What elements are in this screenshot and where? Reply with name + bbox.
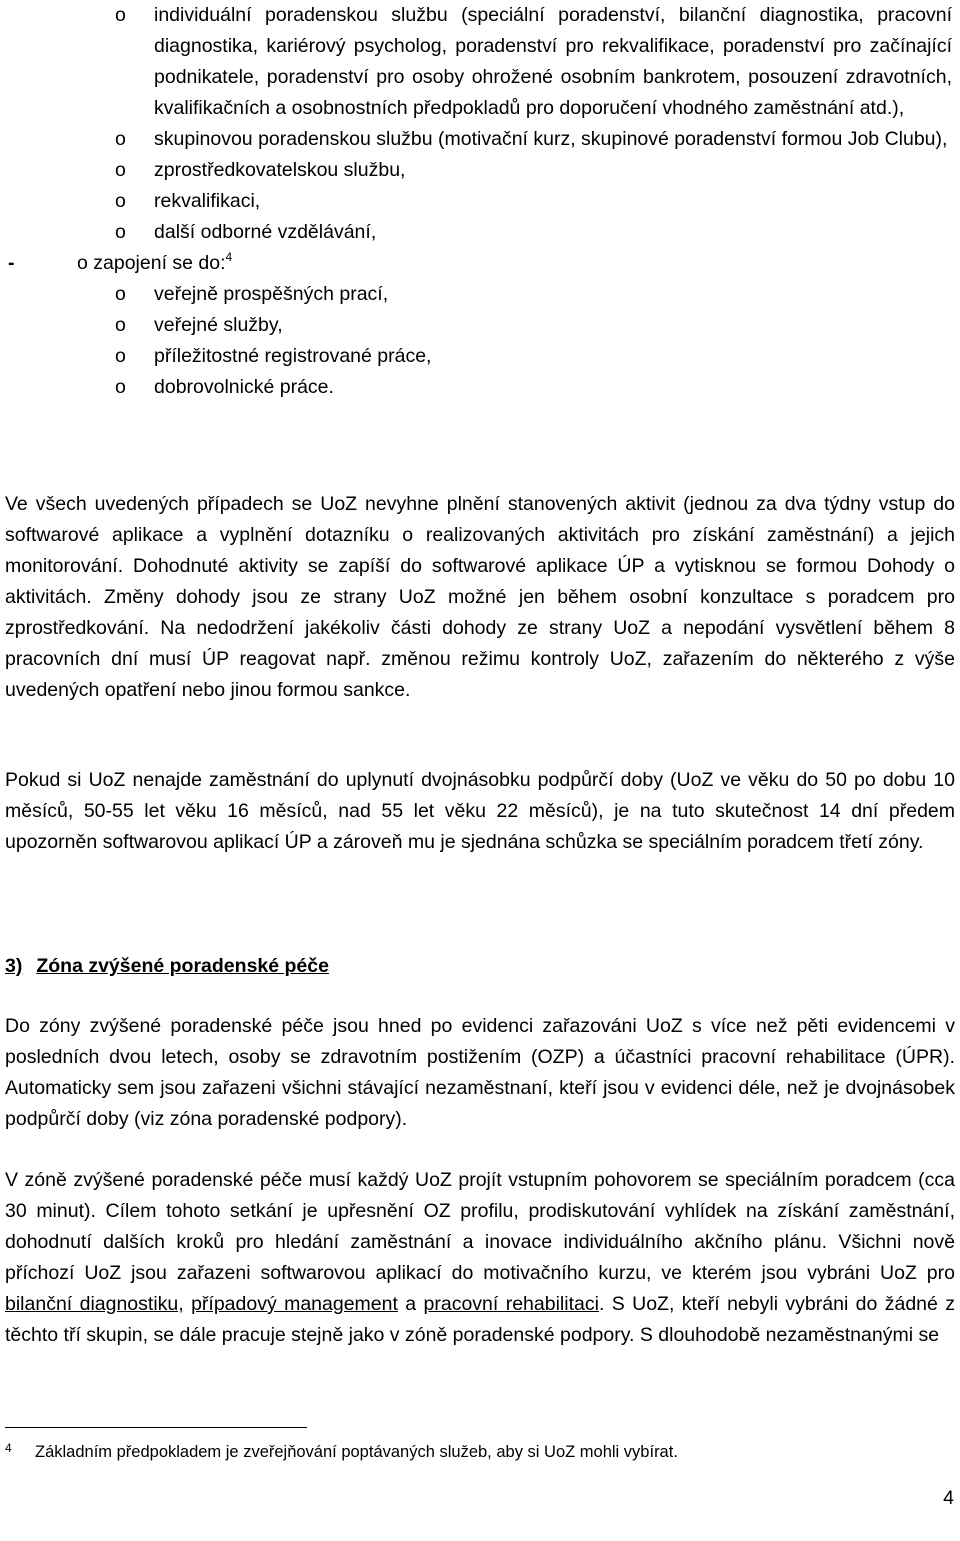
- list-item: [0, 124, 960, 155]
- list-item-text: příležitostné registrované práce,: [154, 345, 432, 367]
- dash-item-text: o zapojení se do:: [77, 252, 226, 274]
- bullet-o: o: [115, 159, 126, 181]
- footnote-separator: [5, 1427, 307, 1428]
- list-item-text: rekvalifikaci,: [154, 190, 261, 212]
- link-bilancni-diagnostika[interactable]: bilanční diagnostiku,: [5, 1293, 184, 1315]
- bullet-o: o: [115, 4, 126, 26]
- list-item: [0, 217, 960, 248]
- paragraph-text: a: [397, 1293, 424, 1315]
- list-item: [0, 155, 960, 186]
- list-item-text: individuální poradenskou službu (speciální poradenství, bilanční diagnostika, pracovní diagnostika, kariérový psycholog, poradenství pro rekvalifikace, poradenství pro začínající podnikatele, poradenství pro osoby ohrožené osobním bankrotem, posouzení zdravotních, kvalifikačních a osobnostních předpokladů pro doporučení vhodného zaměstnání atd.),: [154, 4, 952, 119]
- link-pracovni-rehabilitace[interactable]: pracovní rehabilitaci: [423, 1293, 599, 1315]
- bullet-o: o: [115, 283, 126, 305]
- list-item: [0, 310, 960, 341]
- bullet-o: o: [115, 345, 126, 367]
- dash-list-item: [0, 248, 960, 279]
- page-number: 4: [943, 1487, 954, 1509]
- paragraph-text: . S UoZ, kteří nebyli vybráni do žádné z těchto tří skupin, se dále pracuje stejně jako v zóně poradenské podpory. S dlouhodobě nezaměstnanými se: [5, 1293, 956, 1346]
- space: [184, 1293, 191, 1315]
- list-item: [0, 0, 960, 124]
- section-heading: [5, 951, 329, 982]
- list-item: [0, 186, 960, 217]
- list-item-text: dobrovolnické práce.: [154, 376, 334, 398]
- dash-bullet: -: [8, 252, 15, 274]
- paragraph-zone-details: [5, 1165, 955, 1351]
- footnote-mark: 4: [5, 1441, 12, 1455]
- list-item: [0, 341, 960, 372]
- list-item-text: veřejně prospěšných prací,: [154, 283, 389, 305]
- link-pripadovy-management[interactable]: případový management: [191, 1293, 398, 1315]
- list-item: [0, 279, 960, 310]
- list-item-text: veřejné služby,: [154, 314, 283, 336]
- section-number: 3): [5, 955, 23, 977]
- paragraph-activities: Ve všech uvedených případech se UoZ nevyhne plnění stanovených aktivit (jednou za dva týdny vstup do softwarové aplikace a vyplnění dotazníku o realizovaných aktivitách pro získání zaměstnání) a jejich monitorování. Dohodnuté aktivity se zapíší do softwarové aplikace ÚP a vytisknou se formou Dohody o aktivitách. Změny dohody jsou ze strany UoZ možné jen během osobní konzultace s poradcem pro zprostředkování. Na nedodržení jakékoliv části dohody ze strany UoZ a nepodání vysvětlení během 8 pracovních dní musí ÚP reagovat např. změnou režimu kontroly UoZ, zařazením do některého z výše uvedených opatření nebo jinou formou sankce.: [5, 493, 955, 701]
- bullet-o: o: [115, 376, 126, 398]
- footnote-reference: 4: [225, 250, 233, 264]
- paragraph-support-period: Pokud si UoZ nenajde zaměstnání do uplynutí dvojnásobku podpůrčí doby (UoZ ve věku do 50 po dobu 10 měsíců, 50-55 let věku 16 měsíců, nad 55 let věku 22 měsíců), je na tuto skutečnost 14 dní předem upozorněn softwarovou aplikací ÚP a zároveň mu je sjednána schůzka se speciálním poradcem třetí zóny.: [5, 769, 955, 853]
- bullet-o: o: [115, 128, 126, 150]
- list-item: [0, 372, 960, 403]
- service-list: [0, 0, 960, 403]
- section-title: Zóna zvýšené poradenské péče: [36, 955, 329, 977]
- list-item-text: další odborné vzdělávání,: [154, 221, 377, 243]
- list-item-text: skupinovou poradenskou službu (motivační kurz, skupinové poradenství formou Job Clubu),: [154, 128, 948, 150]
- bullet-o: o: [115, 190, 126, 212]
- bullet-o: o: [115, 221, 126, 243]
- footnote-text: Základním předpokladem je zveřejňování poptávaných služeb, aby si UoZ mohli vybírat.: [35, 1443, 678, 1461]
- paragraph-zone-intro: Do zóny zvýšené poradenské péče jsou hned po evidenci zařazováni UoZ s více než pěti evidencemi v posledních dvou letech, osoby se zdravotním postižením (OZP) a účastníci pracovní rehabilitace (ÚPR). Automaticky sem jsou zařazeni všichni stávající nezaměstnaní, kteří jsou v evidenci déle, než je dvojnásobek podpůrčí doby (viz zóna poradenské podpory).: [5, 1015, 955, 1130]
- bullet-o: o: [115, 314, 126, 336]
- list-item-text: zprostředkovatelskou službu,: [154, 159, 406, 181]
- paragraph-text: V zóně zvýšené poradenské péče musí každý UoZ projít vstupním pohovorem se speciálním poradcem (cca 30 minut). Cílem tohoto setkání je upřesnění OZ profilu, prodiskutování vyhlídek na získání zaměstnání, dohodnutí dalších kroků pro hledání zaměstnání a inovace individuálního akčního plánu. Všichni nově příchozí UoZ jsou zařazeni softwarovou aplikací do motivačního kurzu, ve kterém jsou vybráni UoZ pro: [5, 1169, 955, 1284]
